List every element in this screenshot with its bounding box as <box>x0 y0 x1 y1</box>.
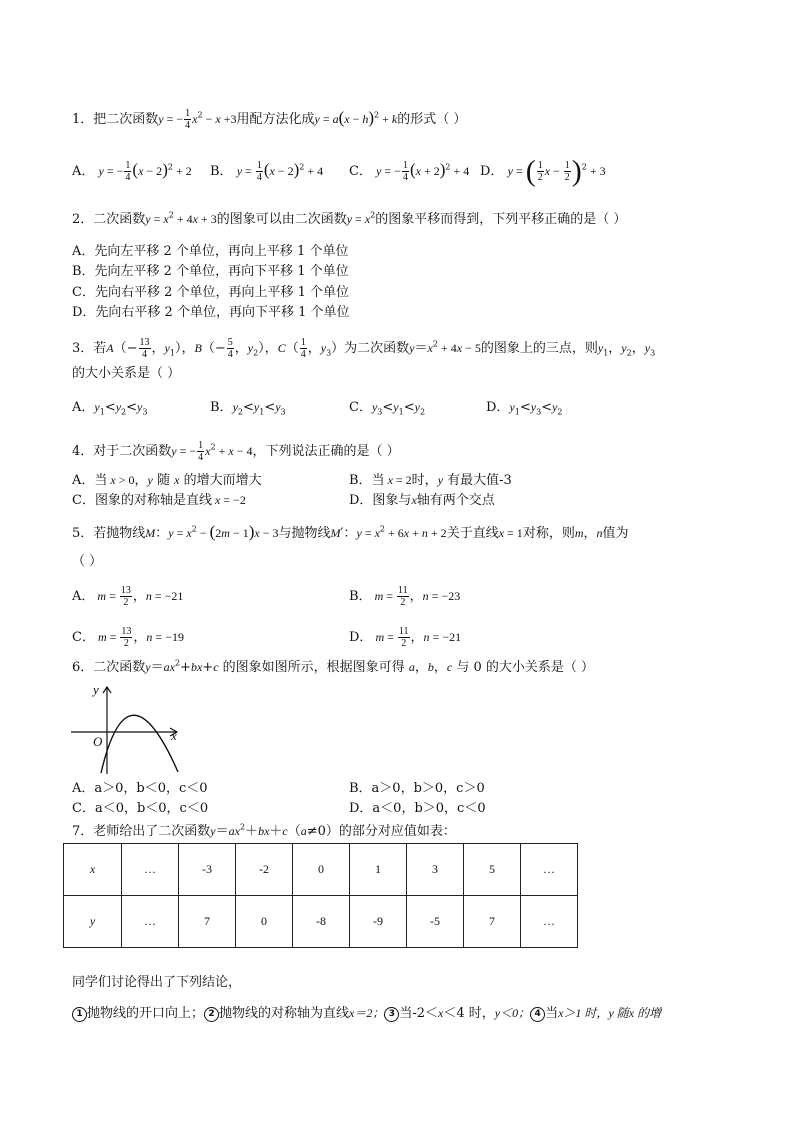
q1-option-b-label: B． <box>210 164 233 179</box>
q3-option-b-label: B． <box>210 400 233 415</box>
q4-option-d[interactable]: D．图象与x轴有两个交点 <box>349 493 495 508</box>
q2-text-2: 的图象可以由二次函数 <box>216 212 347 227</box>
table-cell: x <box>64 844 122 896</box>
q6-option-c[interactable]: C．a＜0，b＜0，c＜0 <box>72 801 209 816</box>
table-cell: -2 <box>236 844 293 896</box>
q3-option-a[interactable]: A．$y_1<y_2<y_3$ <box>72 400 148 417</box>
q5-option-b[interactable]: B． m = $\frac{11}{2}$ ，n = −23 <box>349 585 461 608</box>
q3-line-2: 的大小关系是（ ） <box>72 366 181 381</box>
q5-text: 5．若抛物线 <box>72 526 146 541</box>
q5-text-2: 与抛物线 <box>278 526 331 541</box>
q7-text: 7．老师给出了二次函数 <box>72 824 211 839</box>
circled-number: 2 <box>204 1007 219 1022</box>
conclusion-2: 抛物线的对称轴为直线 <box>219 1006 350 1021</box>
q1-option-a[interactable]: A． y = − $\frac{1}{4}$ $(x - 2)^2 + 2$ <box>72 160 192 183</box>
circled-number: 1 <box>72 1007 87 1022</box>
q3-option-d[interactable]: D．$y_1<y_3<y_2$ <box>486 400 563 417</box>
question-7: 7．老师给出了二次函数$y=ax^2+bx+c(a\ne 0)$的部分对应值如表： <box>72 822 456 839</box>
q2-option-a[interactable]: A．先向左平移 2 个单位，再向上平移 1 个单位 <box>72 244 349 259</box>
q3-option-b[interactable]: B．$y_2<y_1<y_3$ <box>210 400 286 417</box>
table-cell: 7 <box>464 896 521 948</box>
q4-text: 4．对于二次函数 <box>72 444 172 459</box>
conclusion-3c: y＜0； <box>494 1006 531 1020</box>
table-cell: 0 <box>293 844 350 896</box>
q6-text: 6．二次函数 <box>72 660 146 675</box>
q1-option-c-label: C． <box>349 164 372 179</box>
q7-conclusions: 1 抛物线的开口向上； 2 抛物线的对称轴为直线x＝2； 3 当-2＜x＜4 时，y＜0； 4 当x＞1 时，y 随x 的增 <box>72 1005 661 1022</box>
table-cell: 5 <box>464 844 521 896</box>
q1-option-d-label: D． <box>480 164 504 179</box>
q4-text-2: ，下列说法正确的是（ ） <box>252 444 400 459</box>
q7-discussion: 同学们讨论得出了下列结论， <box>72 975 242 990</box>
q1-text: 1．把二次函数 <box>72 112 159 127</box>
question-1: 1．把二次函数y = − $\frac{1}{4}$ $x^2 - x +3$用配方法化成$y = a(x - h)^2 + k$的形式（ ） <box>72 108 467 131</box>
q5-option-c-label: C． <box>72 630 95 645</box>
table-cell: 3 <box>407 844 464 896</box>
q5-option-d[interactable]: D． m = $\frac{11}{2}$ ，n = −21 <box>349 626 462 649</box>
q5-text-4: 对称，则 <box>522 526 575 541</box>
table-cell: -3 <box>179 844 236 896</box>
q6-option-a[interactable]: A．a＞0，b＜0，c＜0 <box>72 781 208 796</box>
conclusion-4: 当 <box>545 1006 559 1021</box>
q1-text-2: 用配方法化成 <box>236 112 315 127</box>
q5-text-5: 值为 <box>602 526 629 541</box>
table-row-y <box>64 896 578 948</box>
q2-text: 2．二次函数 <box>72 212 146 227</box>
table-cell: … <box>122 896 179 948</box>
q3-option-c-label: C． <box>349 400 372 415</box>
q5-option-b-label: B． <box>349 589 372 604</box>
value-table <box>63 843 578 948</box>
q3-option-a-label: A． <box>72 400 95 415</box>
q4-option-a-label: A．当 <box>72 473 108 488</box>
q5-option-a-label: A． <box>72 589 95 604</box>
q1-text-3: 的形式（ ） <box>397 112 467 127</box>
question-3: 3．若A（− $\frac{13}{4}$ ，$y_1$），B（− $\frac{5}{4}$ ，$y_2$），C（ $\frac{1}{4}$ ，$y_3$）为二次函数$y=x^2 + 4x - 5$的图象上的三点，则$y_1$，$y_2$，$y_3$ <box>72 337 656 360</box>
q4-option-d-label: D．图象与 <box>349 493 412 508</box>
q6-text-2: 的图象如图所示，根据图象可得 <box>222 660 405 675</box>
q3-text: 3．若 <box>72 341 107 356</box>
table-cell: 1 <box>350 844 407 896</box>
q4-option-c-label: C．图象的对称轴是直线 <box>72 493 212 508</box>
table-cell: -9 <box>350 896 407 948</box>
q4-option-b-label: B．当 <box>349 473 385 488</box>
table-cell: … <box>521 896 578 948</box>
x-axis-label: x <box>171 728 177 743</box>
conclusion-3b: ＜4 时， <box>443 1006 495 1021</box>
q4-a-text: 随 <box>156 473 170 488</box>
q6-option-b[interactable]: B．a＞0，b＞0，c＞0 <box>349 781 485 796</box>
q2-option-b[interactable]: B．先向左平移 2 个单位，再向下平移 1 个单位 <box>72 264 349 279</box>
conclusion-3: 当-2＜ <box>399 1006 439 1021</box>
q1-option-d[interactable]: D． y = ( $\frac{1}{2}$ x − $\frac{1}{2}$ )$^2$ + 3 <box>480 154 606 188</box>
q3-option-c[interactable]: C．$y_3<y_1<y_2$ <box>349 400 426 417</box>
q3-text-2: 为二次函数 <box>344 341 410 356</box>
table-cell: 0 <box>236 896 293 948</box>
q4-b-text-2: 有最大值-3 <box>447 473 512 488</box>
q5-option-c[interactable]: C． m = $\frac{13}{2}$ ，n = −19 <box>72 626 184 649</box>
q2-option-d[interactable]: D．先向右平移 2 个单位，再向下平移 1 个单位 <box>72 305 350 320</box>
table-cell: -5 <box>407 896 464 948</box>
conclusion-1: 抛物线的开口向上； <box>87 1006 205 1021</box>
q3-text-3: 的图象上的三点，则 <box>480 341 598 356</box>
circled-number: 3 <box>384 1007 399 1022</box>
q2-option-c[interactable]: C．先向右平移 2 个单位，再向上平移 1 个单位 <box>72 285 350 300</box>
q4-a-text-2: 的增大而增大 <box>183 473 262 488</box>
q5-line-2: （ ） <box>72 554 103 569</box>
q4-d-text: 轴有两个交点 <box>416 493 495 508</box>
q6-parabola-graph <box>68 680 188 776</box>
q4-b-text: 时， <box>411 473 438 488</box>
q6-text-3: 与 0 的大小关系是（ ） <box>456 660 594 675</box>
q2-text-3: 的图象平移而得到，下列平移正确的是（ ） <box>375 212 627 227</box>
question-4: 4．对于二次函数y = − $\frac{1}{4}$ $x^2 + x - 4$，下列说法正确的是（ ） <box>72 440 400 463</box>
q1-option-c[interactable]: C． y = − $\frac{1}{4}$ $(x + 2)^2 + 4$ <box>349 160 470 183</box>
question-6: 6．二次函数$y=ax^2+bx+c$ 的图象如图所示，根据图象可得 a，b，c 与 0 的大小关系是（ ） <box>72 658 594 675</box>
q4-a-sep: ， <box>134 473 148 488</box>
q5-option-a[interactable]: A． m = $\frac{13}{2}$ ，n = −21 <box>72 585 184 608</box>
conclusion-2-eq: x＝2； <box>349 1006 385 1020</box>
q3-option-d-label: D． <box>486 400 510 415</box>
question-5: 5．若抛物线M：$y = x^2 - (2m - 1)x - 3$与抛物线M′：$y = x^2 + 6x + n + 2$关于直线x = 1对称，则m，n值为 <box>72 522 629 541</box>
q1-option-b[interactable]: B． y = $\frac{1}{4}$ $(x - 2)^2 + 4$ <box>210 160 324 183</box>
q7-text-2: 的部分对应值如表： <box>338 824 456 839</box>
q5-option-d-label: D． <box>349 630 373 645</box>
conclusion-4b: x＞1 时， <box>558 1006 609 1020</box>
q4-option-b[interactable]: B．当 x = 2时，y 有最大值-3 <box>349 473 512 488</box>
conclusion-4d: x 的增 <box>628 1006 662 1020</box>
conclusion-4c: y 随 <box>608 1006 629 1020</box>
q5-text-3: 关于直线 <box>446 526 499 541</box>
q4-option-c[interactable]: C．图象的对称轴是直线 x = −2 <box>72 493 246 508</box>
origin-label: O <box>93 734 103 749</box>
table-cell: … <box>122 844 179 896</box>
table-cell: y <box>64 896 122 948</box>
q6-option-d[interactable]: D．a＜0，b＞0，c＜0 <box>349 801 486 816</box>
table-cell: -8 <box>293 896 350 948</box>
table-cell: 7 <box>179 896 236 948</box>
y-axis-label: y <box>93 682 99 697</box>
circled-number: 4 <box>530 1007 545 1022</box>
q4-option-a[interactable]: A．当 x > 0，y 随 x 的增大而增大 <box>72 473 262 488</box>
parabola-curve <box>101 715 178 773</box>
table-cell: … <box>521 844 578 896</box>
table-row-x <box>64 844 578 896</box>
question-2: 2．二次函数$y = x^2 + 4x + 3$的图象可以由二次函数$y = x^2$的图象平移而得到，下列平移正确的是（ ） <box>72 210 627 227</box>
q1-option-a-label: A． <box>72 164 95 179</box>
